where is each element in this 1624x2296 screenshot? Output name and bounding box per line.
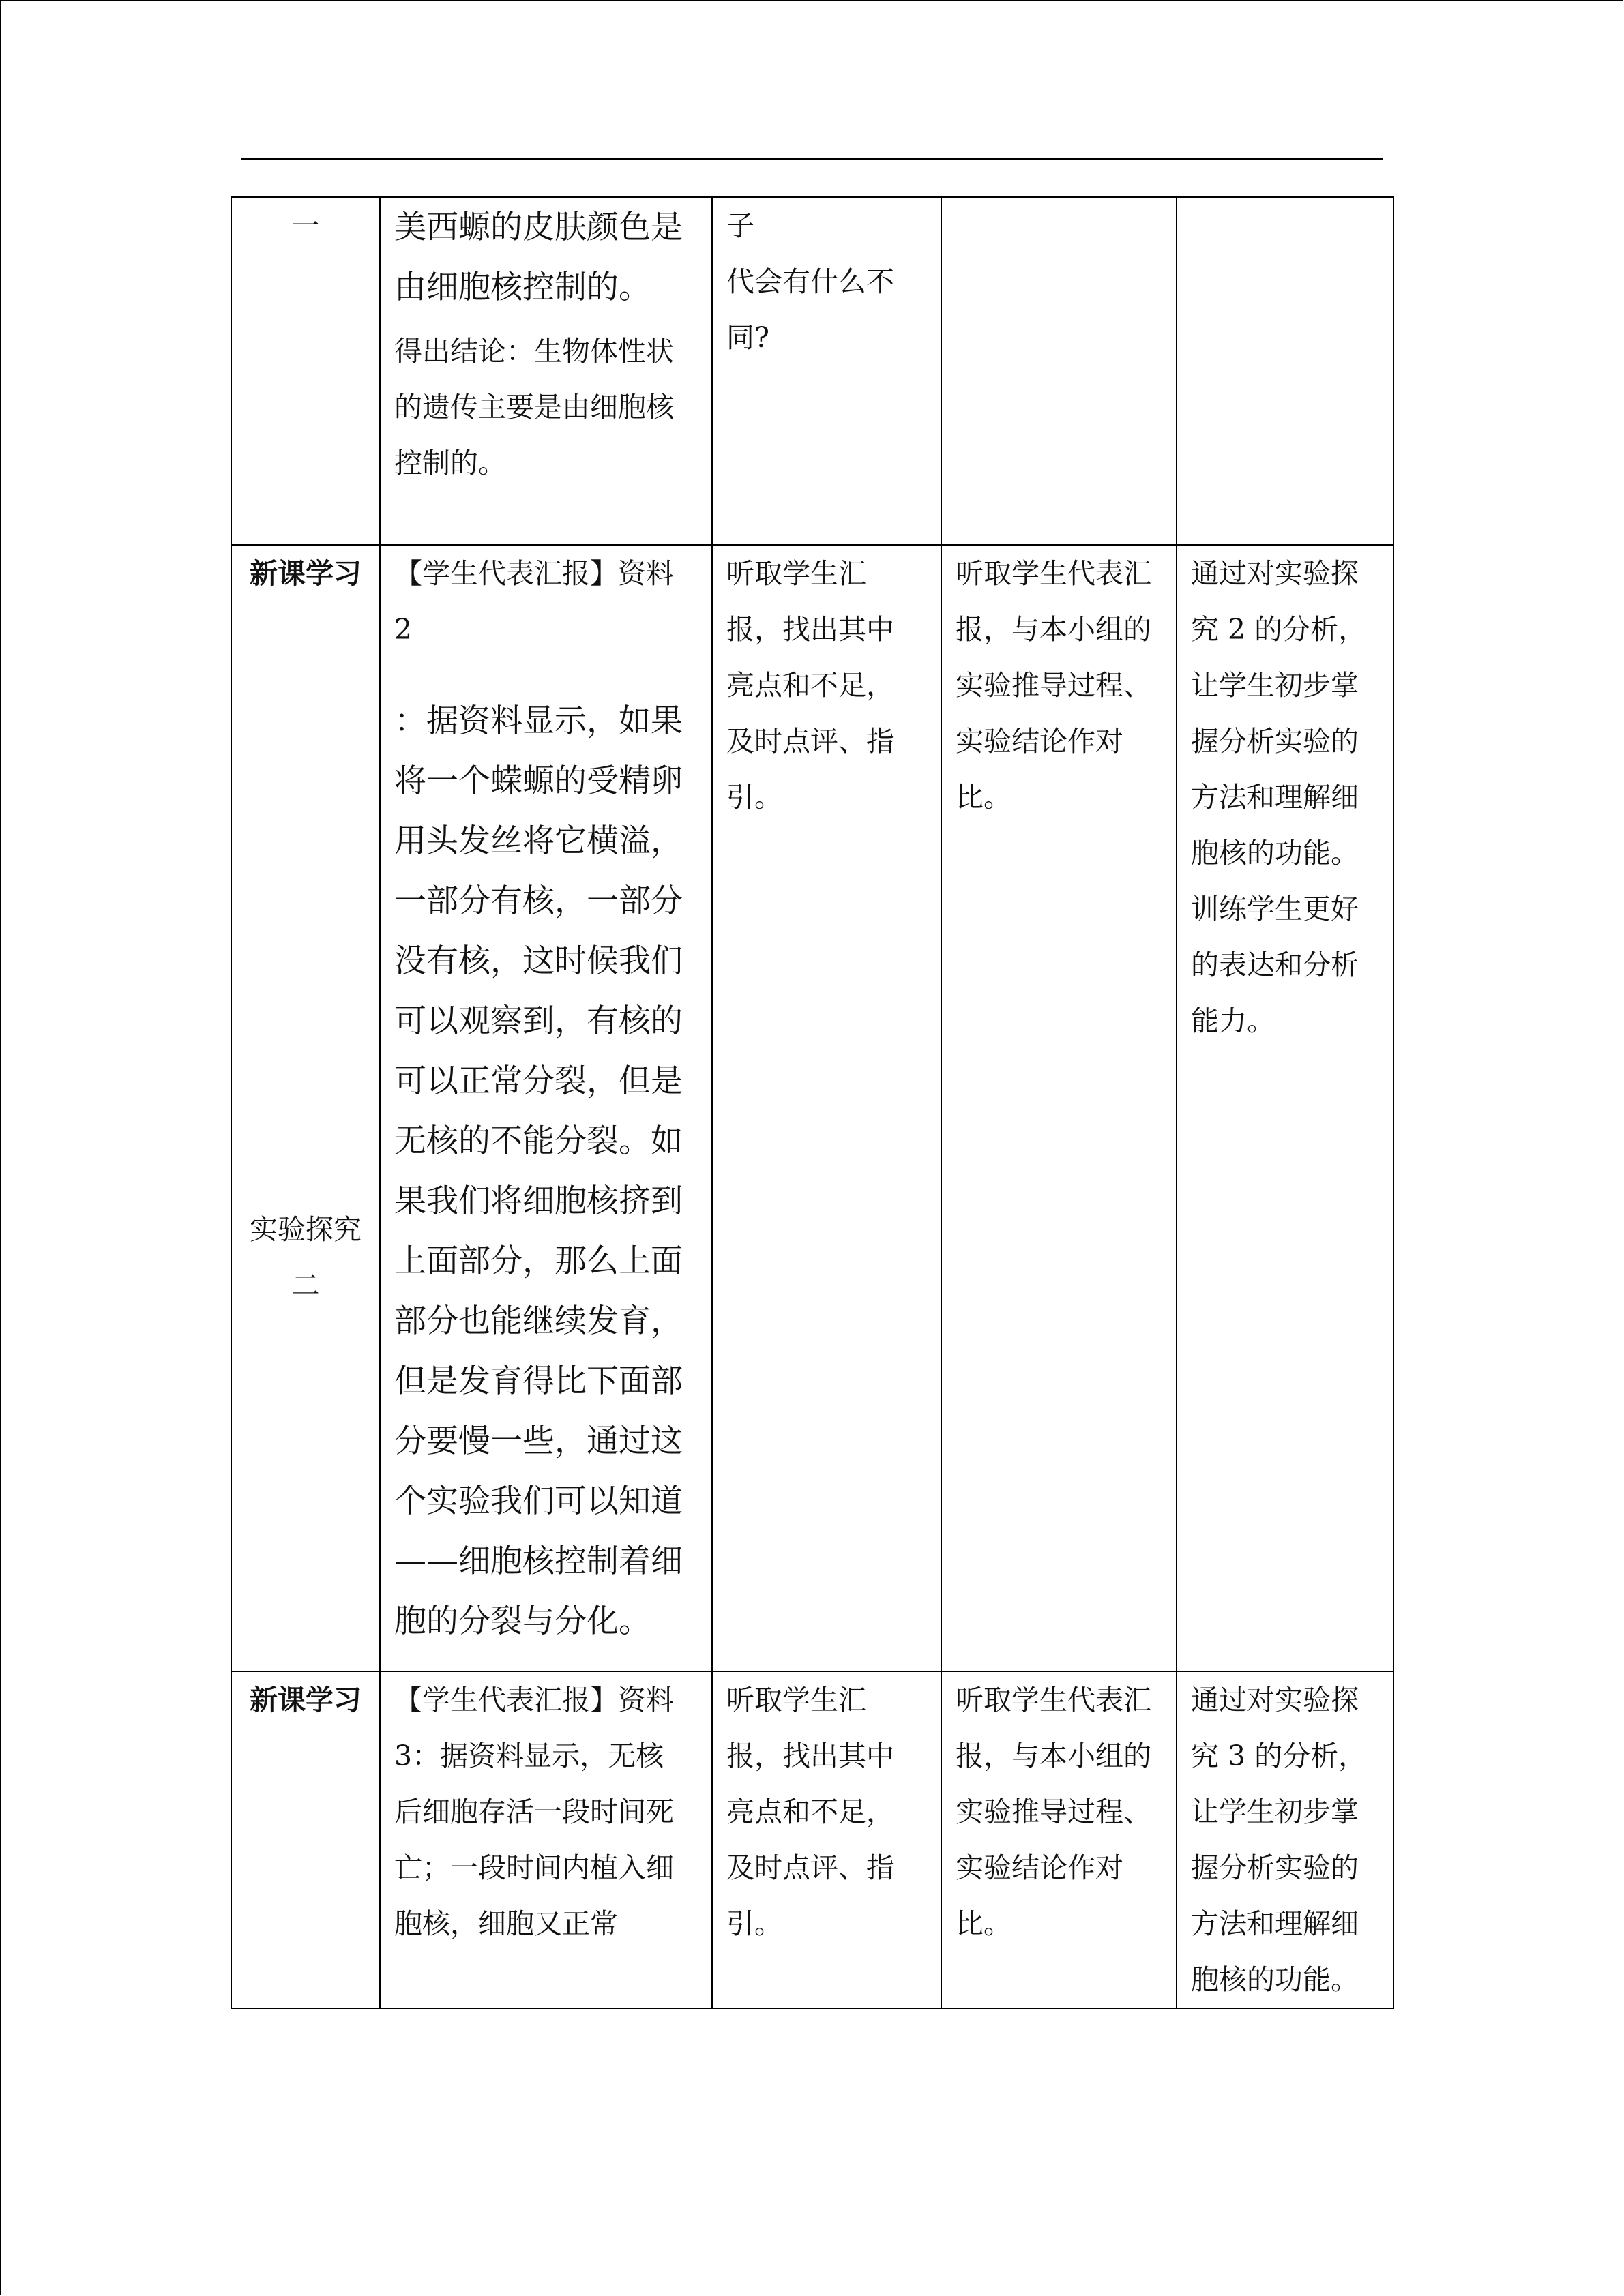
stage-title: 新课学习 [250, 557, 361, 590]
teacher-cell [712, 1671, 941, 2008]
intent-cell [1177, 197, 1393, 545]
stage-title: 新课学习 [250, 1684, 361, 1716]
lesson-plan-table [231, 196, 1394, 2009]
stage-cell [231, 197, 380, 545]
table-row [231, 545, 1393, 1671]
stage-cell [231, 1671, 380, 2008]
content-gap [394, 657, 698, 691]
content-head: 【学生代表汇报】资料 2 [394, 557, 674, 646]
stage-label: 一 [291, 209, 320, 242]
content-body: ：据资料显示，如果 将一个蝾螈的受精卵 用头发丝将它横溢， 一部分有核，一部分 没有核，这时候我们 可以观察到，有核的 可以正常分裂，但是 无核的不能分裂。如 果我们将细胞核挤到 上面部分，那么上面 部分也能继续发育， 但是发育得比下面部 分要慢一些，通过这 个实验我们可以知道 ——细胞核控制着细 胞的分裂与分化。 [394, 702, 683, 1640]
content-cell [380, 197, 712, 545]
intent-cell [1177, 1671, 1393, 2008]
table-row [231, 197, 1393, 545]
student-text: 听取学生代表汇 报，与本小组的 实验推导过程、 实验结论作对 比。 [956, 557, 1151, 814]
teacher-cell [712, 197, 941, 545]
header-rule [241, 158, 1383, 160]
student-cell [941, 1671, 1177, 2008]
stage-cell [231, 545, 380, 1671]
teacher-text: 听取学生汇 报，找出其中 亮点和不足， 及时点评、指 引。 [726, 557, 894, 814]
content-cell [380, 545, 712, 1671]
intent-cell [1177, 545, 1393, 1671]
student-cell [941, 197, 1177, 545]
table-row [231, 1671, 1393, 2008]
content-text: 【学生代表汇报】资料 3：据资料显示，无核 后细胞存活一段时间死 亡；一段时间内植入细 胞核，细胞又正常 [394, 1684, 674, 1940]
intent-text: 通过对实验探 究 2 的分析， 让学生初步掌 握分析实验的 方法和理解细 胞核的功能。 训练学生更好 的表达和分析 能力。 [1191, 557, 1367, 1037]
teacher-cell [712, 545, 941, 1671]
teacher-text: 代会有什么不 同? [726, 265, 894, 354]
teacher-text: 听取学生汇 报，找出其中 亮点和不足， 及时点评、指 引。 [726, 1684, 894, 1940]
content-cell [380, 1671, 712, 2008]
intent-text: 通过对实验探 究 3 的分析， 让学生初步掌 握分析实验的 方法和理解细 胞核的功能。 [1191, 1684, 1367, 1996]
content-lead: 美西螈的皮肤颜色是 由细胞核控制的。 [394, 209, 683, 306]
student-text: 听取学生代表汇 报，与本小组的 实验推导过程、 实验结论作对 比。 [956, 1684, 1151, 1940]
teacher-top: 子 [726, 209, 754, 242]
student-cell [941, 545, 1177, 1671]
content-conclusion: 得出结论：生物体性状 的遗传主要是由细胞核 控制的。 [394, 335, 674, 479]
stage-sub: 实验探究 二 [250, 1213, 361, 1302]
